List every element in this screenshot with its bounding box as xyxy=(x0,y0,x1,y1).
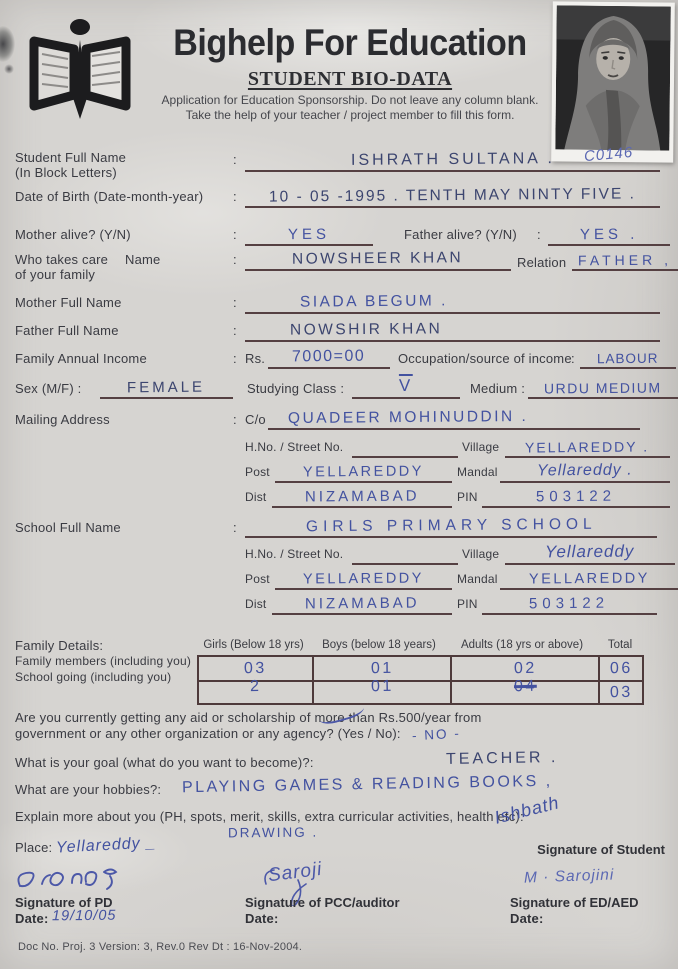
mailing-post-field xyxy=(275,461,452,483)
colon: : xyxy=(233,227,237,242)
mailing-pin-value: 503122 xyxy=(535,487,617,506)
school-going-row-label: School going (including you) xyxy=(15,670,172,684)
mailing-village-field xyxy=(505,436,670,458)
mother-name-label: Mother Full Name xyxy=(15,295,122,310)
family-details-table xyxy=(197,655,644,705)
goal-answer: TEACHER . xyxy=(445,749,559,768)
father-name-field xyxy=(245,320,660,342)
table-cell xyxy=(598,657,642,680)
col-header-boys: Boys (below 18 years) xyxy=(322,639,436,651)
scan-artifact-dot xyxy=(4,64,14,74)
school-pin-field xyxy=(482,593,657,615)
schoolgoing-total-value: 03 xyxy=(609,683,633,701)
relation-field xyxy=(572,249,678,271)
father-alive-label: Father alive? (Y/N) xyxy=(404,227,517,242)
mailing-pin-field xyxy=(482,486,670,508)
instruction-line-2: Take the help of your teacher / project member to fill this form. xyxy=(185,108,515,122)
colon: : xyxy=(571,351,575,366)
school-hno-label: H.No. / Street No. xyxy=(245,547,344,561)
hobbies-label: What are your hobbies?: xyxy=(15,782,162,797)
hobbies-answer: PLAYING GAMES & READING BOOKS , xyxy=(181,772,553,797)
mailing-village-value: YELLAREDDY . xyxy=(525,438,650,456)
student-name-value: ISHRATH SULTANA . xyxy=(350,150,555,169)
medium-value: URDU MEDIUM xyxy=(544,379,662,397)
org-title: Bighelp For Education xyxy=(173,22,527,63)
place-label: Place: xyxy=(15,840,53,855)
school-mandal-label: Mandal xyxy=(457,572,498,586)
ed-date-label: Date: xyxy=(510,911,544,926)
signature-of-pcc-label: Signature of PCC/auditor xyxy=(245,895,400,910)
occupation-field xyxy=(580,347,676,369)
studying-class-value: $\overline{V}$ xyxy=(398,375,414,396)
schoolgoing-girls-value: 2 xyxy=(249,677,262,695)
photo-code: C0146 xyxy=(583,143,634,166)
school-pin-value: 503122 xyxy=(529,594,610,613)
sex-value: FEMALE xyxy=(127,378,206,397)
scan-artifact-blob xyxy=(0,26,15,62)
school-post-value: YELLAREDDY xyxy=(302,570,425,588)
table-cell xyxy=(450,657,598,680)
mother-name-value: SIADA BEGUM . xyxy=(299,292,448,311)
goal-label: What is your goal (what do you want to become)?: xyxy=(15,755,314,770)
colon: : xyxy=(537,227,541,242)
signature-of-pd-label: Signature of PD xyxy=(15,895,113,910)
school-village-value: Yellareddy xyxy=(545,541,635,562)
school-mandal-value: YELLAREDDY xyxy=(528,570,650,588)
school-name-label: School Full Name xyxy=(15,520,121,535)
colon: : xyxy=(233,189,237,204)
col-header-girls: Girls (Below 18 yrs) xyxy=(203,639,304,651)
caretaker-name-label: Name xyxy=(125,252,161,267)
caretaker-value: NOWSHEER KHAN xyxy=(292,249,464,268)
mailing-address-label: Mailing Address xyxy=(15,412,110,427)
explain-answer: DRAWING . xyxy=(227,824,319,841)
pd-signature-scribble xyxy=(14,864,136,896)
caretaker-sublabel: of your family xyxy=(15,267,96,282)
pcc-date-label: Date: xyxy=(245,911,279,926)
studying-class-field xyxy=(352,377,460,399)
mailing-dist-value: NIZAMABAD xyxy=(304,487,420,506)
family-details-label: Family Details: xyxy=(15,638,104,653)
co-label: C/o xyxy=(245,412,266,427)
sex-label: Sex (M/F) : xyxy=(15,381,82,396)
family-members-row-label: Family members (including you) xyxy=(15,654,192,668)
sex-field xyxy=(100,377,233,399)
mother-alive-value: YES xyxy=(287,225,331,244)
colon: : xyxy=(233,412,237,427)
student-photo xyxy=(551,1,675,162)
mother-name-field xyxy=(245,292,660,314)
relation-label: Relation xyxy=(517,255,567,270)
aid-question-line-1: Are you currently getting any aid or scholarship of more than Rs.500/year from xyxy=(15,710,482,725)
father-alive-value: YES . xyxy=(579,225,639,244)
table-cell xyxy=(199,677,312,703)
table-cell xyxy=(598,680,642,703)
instruction-line-1: Application for Education Sponsorship. Do not leave any column blank. xyxy=(161,93,539,107)
members-total-value: 06 xyxy=(609,659,633,677)
pd-date-label: Date: xyxy=(15,911,49,926)
table-cell xyxy=(450,677,598,703)
caretaker-label: Who takes care xyxy=(15,252,109,267)
colon: : xyxy=(233,351,237,366)
studying-class-label: Studying Class : xyxy=(247,381,345,396)
school-dist-value: NIZAMABAD xyxy=(304,594,420,613)
members-adults-value: 02 xyxy=(513,659,537,677)
members-girls-value: 03 xyxy=(244,659,267,677)
members-boys-value: 01 xyxy=(370,659,394,677)
table-cell xyxy=(312,657,450,680)
father-name-label: Father Full Name xyxy=(15,323,119,338)
school-hno-field xyxy=(352,543,458,565)
student-name-label: Student Full Name xyxy=(15,150,127,165)
school-dist-label: Dist xyxy=(245,597,267,611)
medium-label: Medium : xyxy=(470,381,526,396)
co-value: QUADEER MOHINUDDIN . xyxy=(287,407,529,428)
form-title: STUDENT BIO-DATA xyxy=(247,68,453,90)
mailing-post-label: Post xyxy=(245,465,270,479)
school-pin-label: PIN xyxy=(457,597,478,611)
occupation-value: LABOUR xyxy=(597,350,659,367)
mailing-hno-label: H.No. / Street No. xyxy=(245,440,344,454)
school-name-field xyxy=(245,516,657,538)
ed-signature-handwriting: M · Sarojini xyxy=(523,866,615,887)
table-cell xyxy=(199,657,312,680)
mailing-mandal-label: Mandal xyxy=(457,465,498,479)
explain-label: Explain more about you (PH, spots, merit, skills, extra curricular activities, health etc): xyxy=(15,809,524,824)
colon: : xyxy=(233,295,237,310)
doc-reference-footer: Doc No. Proj. 3 Version: 3, Rev.0 Rev Dt : 16-Nov-2004. xyxy=(18,941,303,953)
schoolgoing-boys-value: 01 xyxy=(370,677,394,695)
colon: : xyxy=(233,152,237,167)
mailing-mandal-value: Yellareddy . xyxy=(537,461,633,480)
mailing-dist-field xyxy=(272,486,452,508)
student-name-field xyxy=(245,150,660,172)
school-mandal-field xyxy=(500,568,678,590)
father-alive-field xyxy=(548,224,670,246)
col-header-total: Total xyxy=(607,639,633,651)
family-table-header-row xyxy=(197,639,644,651)
medium-field xyxy=(528,377,678,399)
colon: : xyxy=(233,520,237,535)
pcc-signature-handwriting: Saroji xyxy=(266,858,324,887)
col-header-adults: Adults (18 yrs or above) xyxy=(460,639,584,651)
mailing-post-value: YELLAREDDY xyxy=(302,463,425,481)
school-village-field xyxy=(505,543,675,565)
caretaker-field xyxy=(245,249,511,271)
income-label: Family Annual Income xyxy=(15,351,147,366)
mailing-hno-field xyxy=(352,436,458,458)
mailing-village-label: Village xyxy=(462,440,500,454)
income-field xyxy=(268,347,390,369)
mailing-dist-label: Dist xyxy=(245,490,267,504)
place-value: Yellareddy _ xyxy=(55,834,157,857)
school-village-label: Village xyxy=(462,547,500,561)
income-value: 7000=00 xyxy=(292,347,366,366)
dob-field xyxy=(245,186,660,208)
student-portrait-image xyxy=(555,5,671,150)
occupation-label: Occupation/source of income xyxy=(398,351,572,366)
co-field xyxy=(268,408,640,430)
student-signature-handwriting: Ishbath xyxy=(492,792,562,828)
father-name-value: NOWSHIR KHAN xyxy=(289,320,443,339)
school-post-label: Post xyxy=(245,572,270,586)
school-post-field xyxy=(275,568,452,590)
aid-question-line-2: government or any other organization or any agency? (Yes / No): xyxy=(15,726,401,741)
mother-alive-label: Mother alive? (Y/N) xyxy=(15,227,131,242)
schoolgoing-adults-value-struck: 04 xyxy=(513,677,537,695)
colon: : xyxy=(233,323,237,338)
pd-date-value: 19/10/05 xyxy=(51,907,117,925)
aid-answer: - NO - xyxy=(411,725,462,744)
signature-of-student-label: Signature of Student xyxy=(537,842,665,857)
rs-label: Rs. xyxy=(245,351,266,366)
signature-of-ed-label: Signature of ED/AED xyxy=(510,895,639,910)
school-dist-field xyxy=(272,593,452,615)
school-name-value: GIRLS PRIMARY SCHOOL xyxy=(305,515,597,536)
mailing-pin-label: PIN xyxy=(457,490,478,504)
dob-value: 10 - 05 -1995 . TENTH MAY NINTY FIVE . xyxy=(268,185,637,206)
dob-label: Date of Birth (Date-month-year) xyxy=(15,189,204,204)
colon: : xyxy=(233,252,237,267)
relation-value: FATHER , xyxy=(577,251,673,269)
student-name-sublabel: (In Block Letters) xyxy=(15,165,117,180)
table-cell xyxy=(312,677,450,703)
mother-alive-field xyxy=(245,224,373,246)
mailing-mandal-field xyxy=(500,461,670,483)
